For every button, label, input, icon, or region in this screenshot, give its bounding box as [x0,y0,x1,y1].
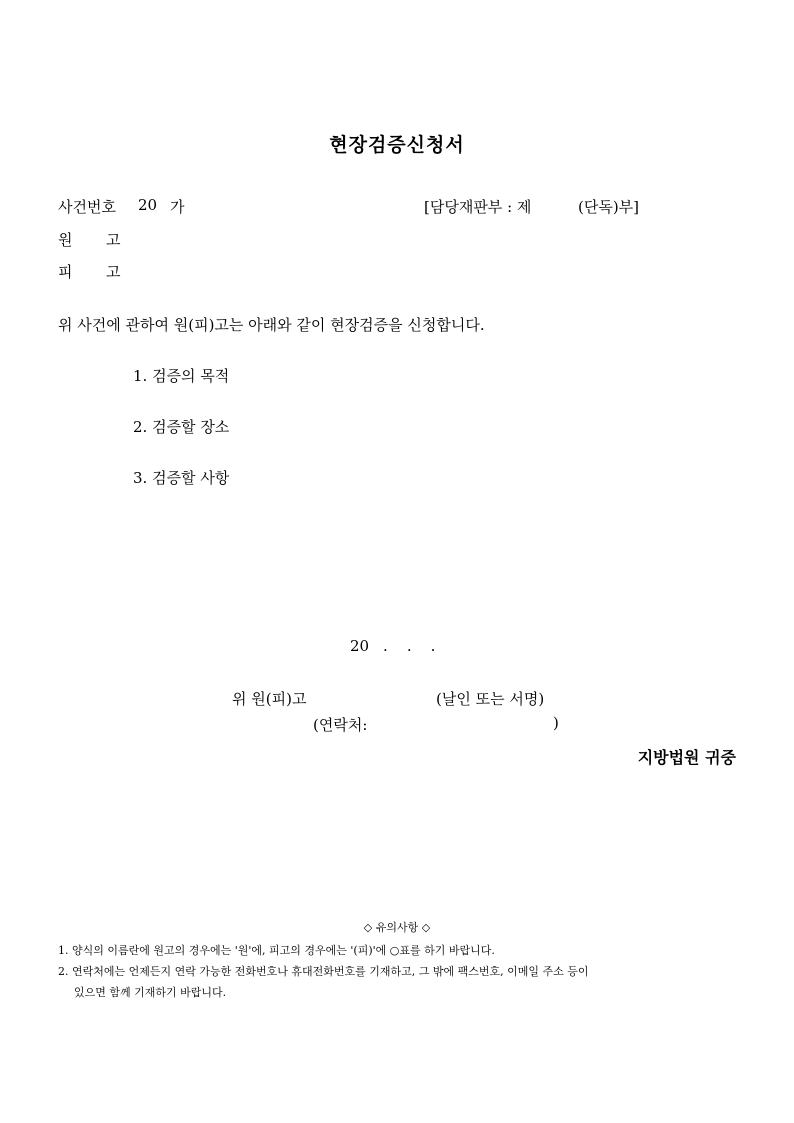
seal-or-signature: (날인 또는 서명) [436,690,545,708]
application-statement: 위 사건에 관하여 원(피)고는 아래와 같이 현장검증을 신청합니다. [58,316,485,334]
department-prefix: [담당재판부 : 제 [424,198,532,216]
case-year: 20 [138,196,158,214]
notes-heading: ◇ 유의사항 ◇ [363,921,431,934]
date-dots: . . . [383,637,436,655]
contact-close: ) [553,714,559,732]
item-inspection-matters: 3. 검증할 사항 [133,469,230,487]
defendant-label-2: 고 [106,263,121,281]
plaintiff-label-2: 고 [106,231,121,249]
contact-label: (연락처: [313,716,368,734]
defendant-label-1: 피 [58,263,73,281]
case-type: 가 [170,198,185,216]
item-inspection-purpose: 1. 검증의 목적 [133,367,230,385]
plaintiff-label-1: 원 [58,231,73,249]
case-number-label: 사건번호 [58,198,116,216]
note-item: 2. 연락처에는 언제든지 연락 가능한 전화번호나 휴대전화번호를 기재하고, 그 밖에 팩스번호, 이메일 주소 등이 [58,965,589,978]
date-year: 20 [350,637,370,655]
item-inspection-place: 2. 검증할 장소 [133,418,230,436]
document-title: 현장검증신청서 [329,134,465,156]
note-item-continuation: 있으면 함께 기재하기 바랍니다. [74,986,227,999]
court-addressee: 지방법원 귀중 [637,748,736,767]
department-suffix: (단독)부] [578,198,640,216]
note-item: 1. 양식의 이름란에 원고의 경우에는 '원'에, 피고의 경우에는 '(피)'에 ○표를 하기 바랍니다. [58,944,495,957]
signatory-party: 위 원(피)고 [232,690,307,708]
